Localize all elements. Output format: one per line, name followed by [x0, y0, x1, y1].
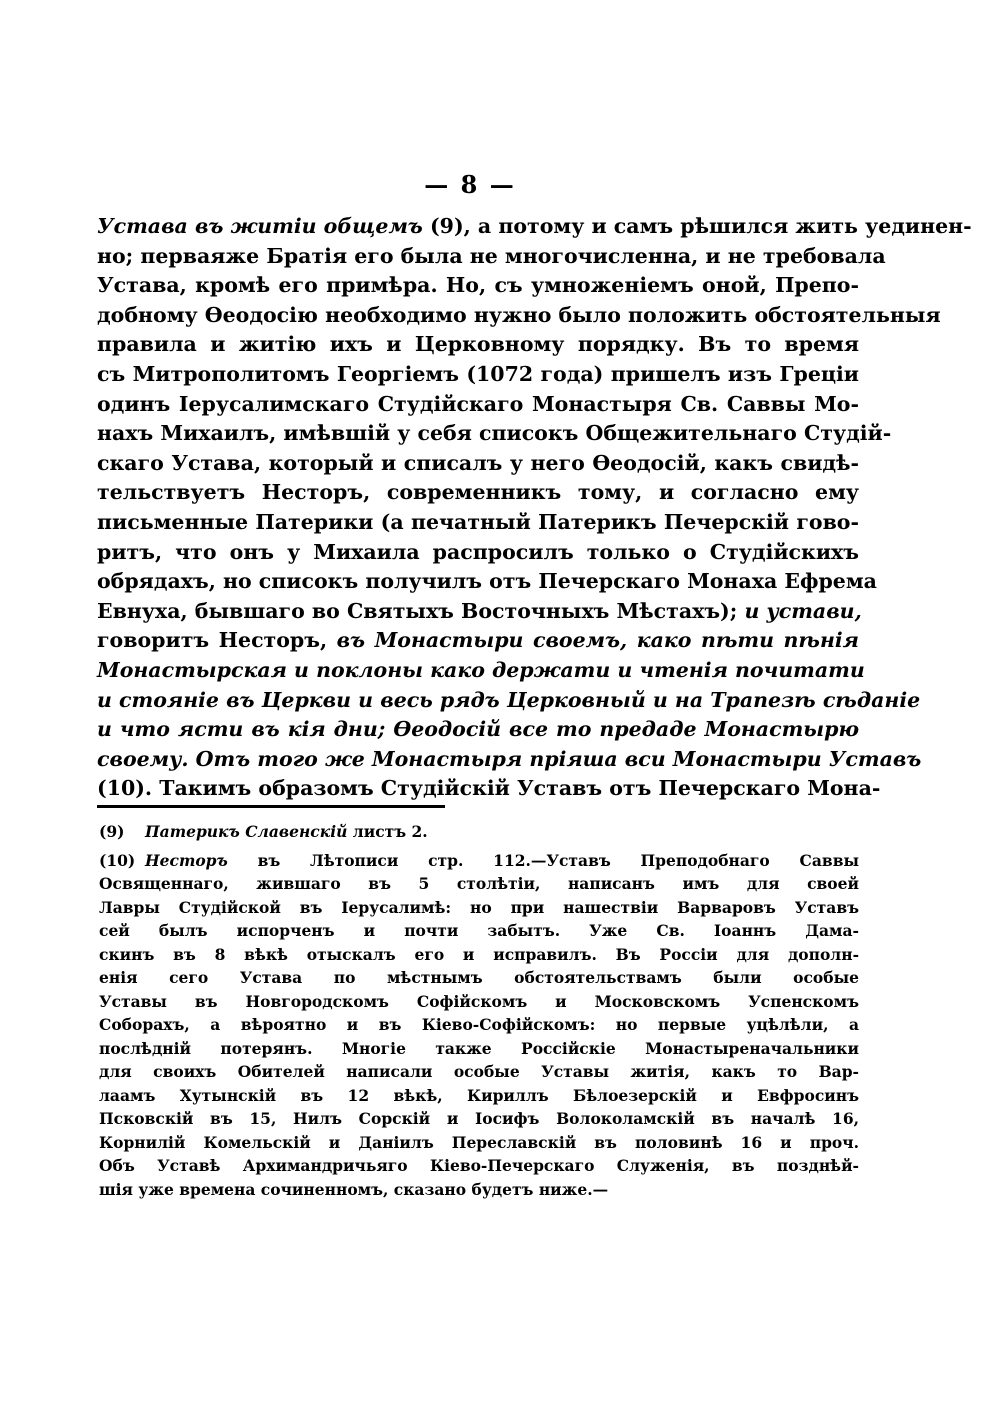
- text-segment: Патерикъ Славенскій: [145, 822, 348, 841]
- footnote-line: [99, 1131, 859, 1155]
- footnote-mark: (9): [99, 822, 125, 841]
- text-line: [97, 774, 881, 804]
- text-segment: лаамъ Хутынскій въ 12 вѣкѣ, Кириллъ Бѣлоезерскій и Евфросинъ: [99, 1085, 859, 1105]
- footnote-line: [99, 919, 859, 943]
- text-segment: шія уже времена сочиненномъ, сказано будетъ ниже.—: [99, 1179, 609, 1199]
- text-line: [97, 686, 921, 716]
- footnote-first-line: [99, 820, 859, 843]
- text-line: [97, 419, 892, 449]
- text-line: [97, 508, 859, 538]
- text-segment: послѣдній потерянъ. Многіе также Россійскіе Монастыреначальники: [99, 1038, 859, 1058]
- text-line: [97, 538, 859, 568]
- footnote-line: [99, 990, 859, 1014]
- text-segment: одинъ Іерусалимскаго Студійскаго Монастыря Св. Саввы Мо-: [97, 391, 859, 416]
- text-line: [97, 330, 859, 360]
- footnote-line: [99, 872, 859, 896]
- text-segment: добному Ѳеодосію необходимо нужно было положить обстоятельныя: [97, 302, 941, 327]
- footnote-line: [99, 1013, 859, 1037]
- text-segment: и что ясти въ кія дни; Ѳеодосій все то предаде Монастырю: [97, 717, 859, 742]
- footnote: [99, 820, 859, 843]
- text-line: [97, 271, 859, 301]
- text-segment: сей былъ испорченъ и почти забытъ. Уже Св. Іоаннъ Дама-: [99, 921, 859, 940]
- text-segment: говоритъ Несторъ,: [97, 628, 337, 653]
- text-line: [97, 360, 859, 390]
- text-segment: (10). Такимъ образомъ Студійскій Уставъ отъ Печерскаго Мона-: [97, 776, 881, 801]
- text-line: [97, 597, 862, 627]
- text-line: [97, 390, 859, 420]
- text-segment: съ Митрополитомъ Георгіемъ (1072 года) пришелъ изъ Греціи: [97, 361, 859, 386]
- footnote-line: [99, 896, 859, 920]
- main-text: [97, 212, 972, 804]
- text-segment: Уставы въ Новгородскомъ Софійскомъ и Московскомъ Успенскомъ: [99, 991, 859, 1011]
- text-segment: и стояніе въ Церкви и весь рядъ Церковный и на Трапезѣ сѣданіе: [97, 687, 921, 712]
- text-segment: Устава, кромѣ его примѣра. Но, съ умноженіемъ оной, Препо-: [97, 273, 859, 298]
- text-segment: тельствуетъ Несторъ, современникъ тому, и согласно ему: [97, 480, 859, 505]
- footnote-line: [99, 943, 859, 967]
- text-segment: скинъ въ 8 вѣкѣ отыскалъ его и исправилъ. Въ Россіи для дополн-: [99, 944, 859, 964]
- text-segment: но; перваяже Братія его была не многочисленна, и не требовала: [97, 243, 886, 268]
- footnote-line: [99, 1037, 859, 1061]
- footnote-first-line: [99, 849, 859, 872]
- footnote-line: [99, 1084, 859, 1108]
- footnote-mark: (10): [99, 851, 136, 870]
- text-line: [97, 301, 941, 331]
- footnote-line: [99, 1107, 859, 1131]
- text-line: [97, 242, 886, 272]
- text-line: [97, 656, 865, 686]
- footnote-text: [145, 820, 859, 843]
- footnote-line: [99, 1060, 859, 1084]
- text-segment: правила и житію ихъ и Церковному порядку. Въ то время: [97, 332, 859, 357]
- text-segment: Монастырская и поклоны како держати и чтенія почитати: [97, 657, 865, 682]
- text-segment: письменные Патерики (а печатный Патерикъ Печерскій гово-: [97, 509, 859, 534]
- text-line: [97, 745, 922, 775]
- text-segment: Объ Уставѣ Архимандричьяго Кіево-Печерскаго Служенія, въ позднѣй-: [99, 1156, 859, 1175]
- text-segment: нахъ Михаилъ, имѣвшій у себя списокъ Общежительнаго Студій-: [97, 421, 892, 446]
- page-number: — 8 —: [424, 170, 516, 199]
- text-segment: обрядахъ, но списокъ получилъ отъ Печерскаго Монаха Ефрема: [97, 569, 877, 594]
- text-segment: въ Монастыри своемъ, како пѣти пѣнія: [336, 628, 859, 653]
- text-line: [97, 626, 859, 656]
- text-line: [97, 478, 859, 508]
- footnote: [99, 849, 859, 1201]
- text-segment: и устави,: [744, 598, 862, 623]
- footnote-line: [99, 966, 859, 990]
- footnotes: [99, 820, 859, 1201]
- footnote-separator: [97, 805, 445, 808]
- text-segment: Освященнаго, жившаго въ 5 столѣтіи, написанъ имъ для своей: [99, 874, 859, 893]
- text-line: [97, 567, 877, 597]
- text-segment: Лавры Студійской въ Іерусалимѣ: но при нашествіи Варваровъ Уставъ: [99, 897, 859, 917]
- text-segment: Корнилій Комельскій и Даніилъ Переславскій въ половинѣ 16 и проч.: [99, 1132, 859, 1152]
- text-segment: Устава въ житіи общемъ: [97, 214, 423, 238]
- text-segment: Несторъ: [145, 851, 228, 870]
- footnote-line: [99, 1154, 859, 1178]
- text-segment: скаго Устава, который и списалъ у него Ѳеодосій, какъ свидѣ-: [97, 450, 859, 475]
- text-line: [97, 212, 972, 242]
- text-segment: Псковскій въ 15, Нилъ Сорскій и Іосифъ Волоколамскій въ началѣ 16,: [99, 1109, 859, 1128]
- footnote-line: [99, 1178, 859, 1202]
- text-segment: въ Лѣтописи стр. 112.—Уставъ Преподобнаго Саввы: [227, 851, 859, 870]
- text-segment: (9), а потому и самъ рѣшился жить уединен-: [422, 214, 972, 238]
- text-segment: Евнуха, бывшаго во Святыхъ Восточныхъ Мѣстахъ);: [97, 598, 745, 623]
- footnote-text: [145, 849, 859, 872]
- text-segment: ритъ, что онъ у Михаила распросилъ только о Студійскихъ: [97, 539, 859, 564]
- text-segment: листъ 2.: [347, 822, 428, 841]
- text-line: [97, 449, 859, 479]
- text-segment: Соборахъ, а вѣроятно и въ Кіево-Софійскомъ: но первые уцѣлѣли, а: [99, 1015, 859, 1034]
- text-segment: енія сего Устава по мѣстнымъ обстоятельствамъ были особые: [99, 968, 859, 987]
- text-segment: своему. Отъ того же Монастыря пріяша вси Монастыри Уставъ: [97, 746, 922, 771]
- text-line: [97, 715, 859, 745]
- text-segment: для своихъ Обителей написали особые Уставы житія, какъ то Вар-: [99, 1062, 859, 1081]
